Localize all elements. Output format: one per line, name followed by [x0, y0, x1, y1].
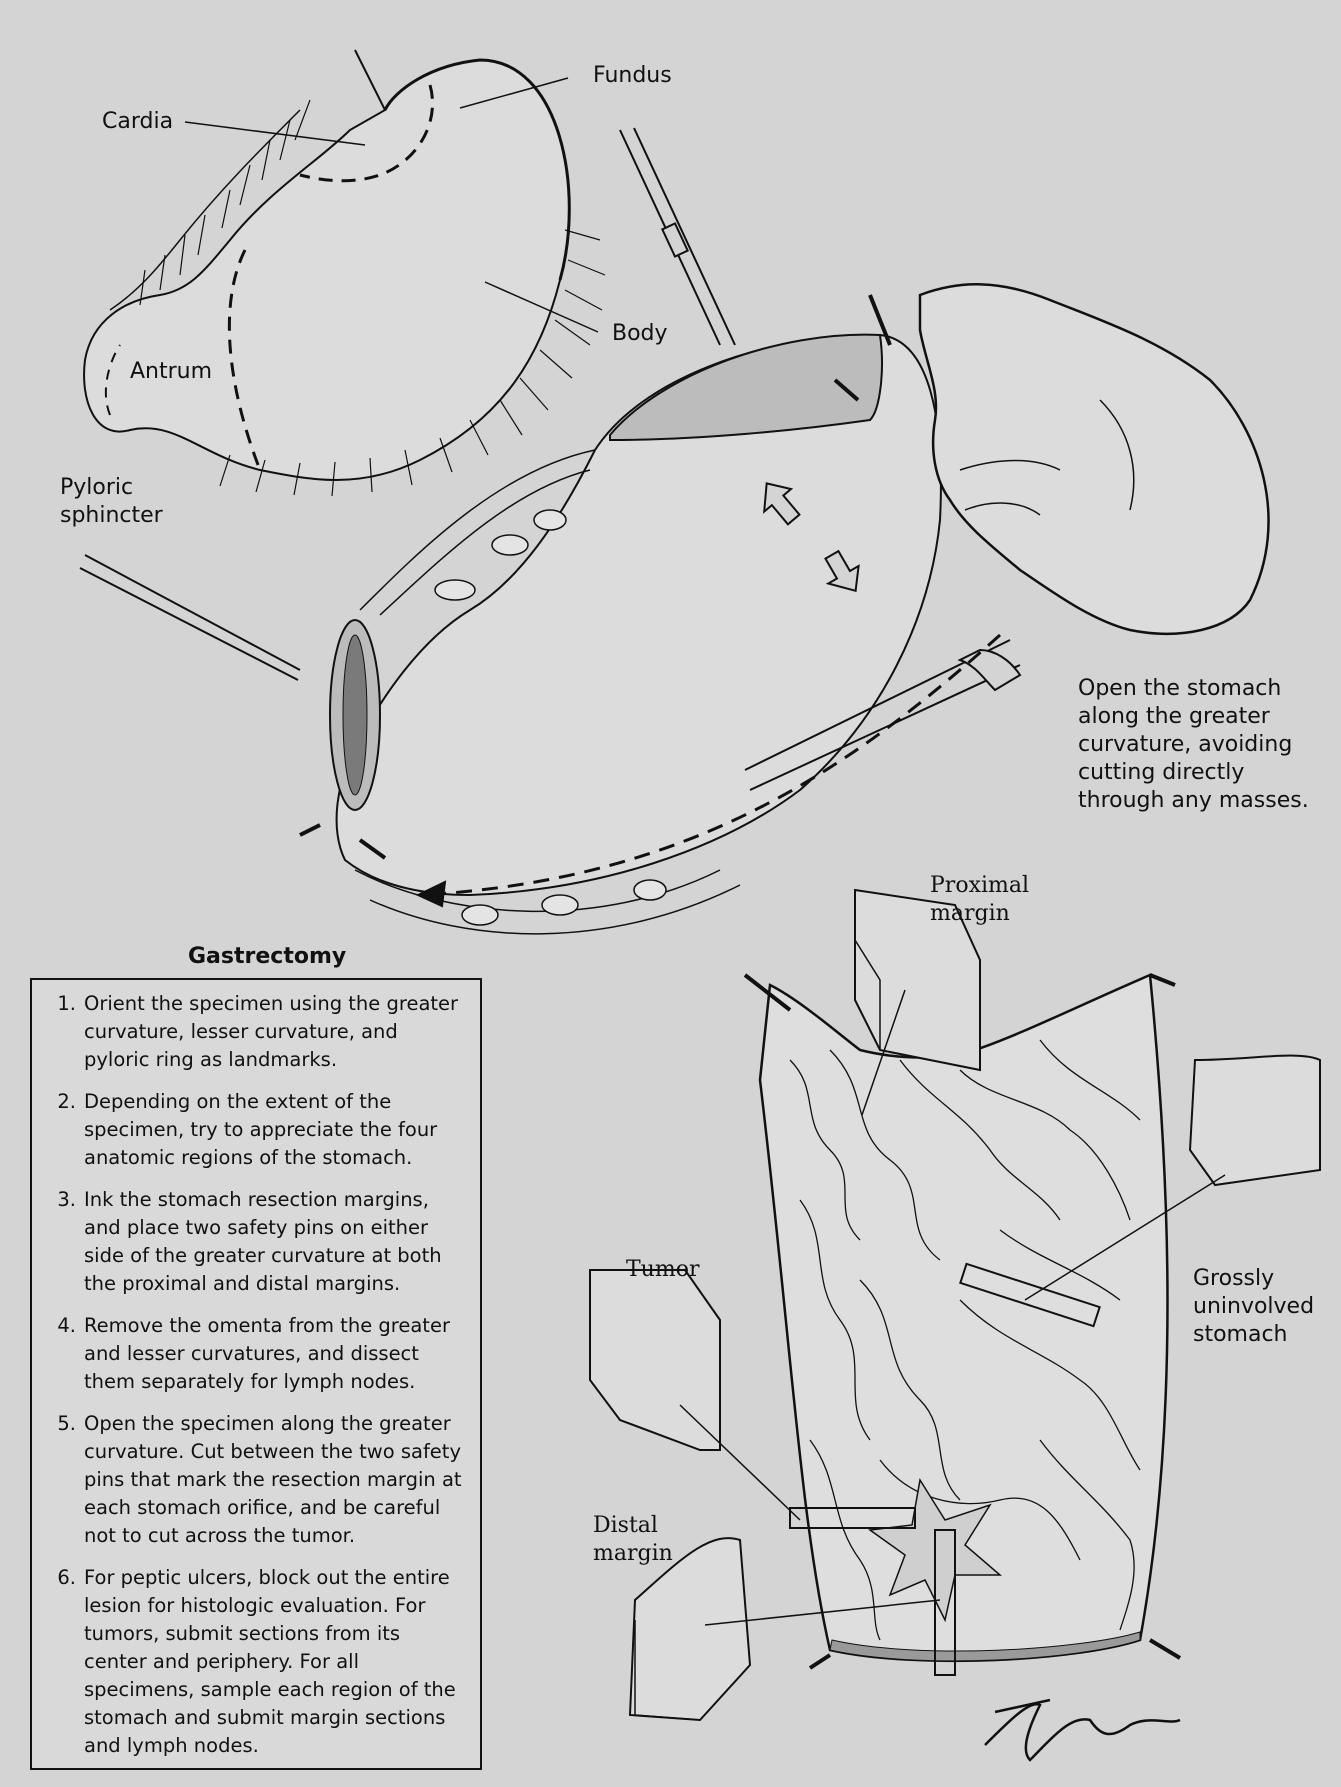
label-pyloric-sphincter: Pyloric sphincter	[60, 475, 163, 528]
step-text: Depending on the extent of the specimen, try to appreciate the four anatomic regions of the stomach.	[84, 1090, 438, 1169]
label-body: Body	[612, 321, 668, 346]
step-item	[42, 1410, 468, 1550]
label-antrum: Antrum	[130, 359, 213, 384]
step-text: Remove the omenta from the greater and lesser curvatures, and dissect them separately for lymph nodes.	[84, 1314, 450, 1393]
step-item	[42, 990, 468, 1074]
label-grossly-uninvolved-stomach: Grossly uninvolved stomach	[1193, 1266, 1315, 1347]
step-item	[42, 1186, 468, 1298]
step-text: For peptic ulcers, block out the entire lesion for histologic evaluation. For tumors, submit sections from its center and periphery. For all specimens, sample each region of the stomach and submit margin sections and lymph nodes.	[84, 1566, 456, 1757]
step-number: 4.	[57, 1314, 76, 1337]
opening-instruction-caption: Open the stomach along the greater curvature, avoiding cutting directly through any masses.	[1078, 676, 1309, 813]
label-cardia: Cardia	[102, 109, 174, 134]
step-item	[42, 1312, 468, 1396]
procedure-steps-panel	[30, 978, 482, 1770]
step-number: 3.	[57, 1188, 76, 1211]
step-number: 1.	[57, 992, 76, 1015]
label-proximal-margin: Proximal margin	[930, 873, 1030, 926]
label-distal-margin: Distal margin	[593, 1513, 673, 1566]
label-fundus: Fundus	[593, 63, 672, 88]
step-text: Ink the stomach resection margins, and place two safety pins on either side of the greater curvature at both the proximal and distal margins.	[84, 1188, 442, 1295]
label-tumor: Tumor	[626, 1257, 700, 1282]
step-item	[42, 1088, 468, 1172]
step-number: 2.	[57, 1090, 76, 1113]
step-text: Orient the specimen using the greater curvature, lesser curvature, and pyloric ring as landmarks.	[84, 992, 459, 1071]
step-number: 5.	[57, 1412, 76, 1435]
artist-signature	[985, 1700, 1180, 1760]
step-number: 6.	[57, 1566, 76, 1589]
procedure-steps-list	[42, 990, 468, 1760]
step-item	[42, 1564, 468, 1760]
panel-title: Gastrectomy	[188, 944, 347, 969]
step-text: Open the specimen along the greater curvature. Cut between the two safety pins that mark the resection margin at each stomach orifice, and be careful not to cut across the tumor.	[84, 1412, 462, 1547]
